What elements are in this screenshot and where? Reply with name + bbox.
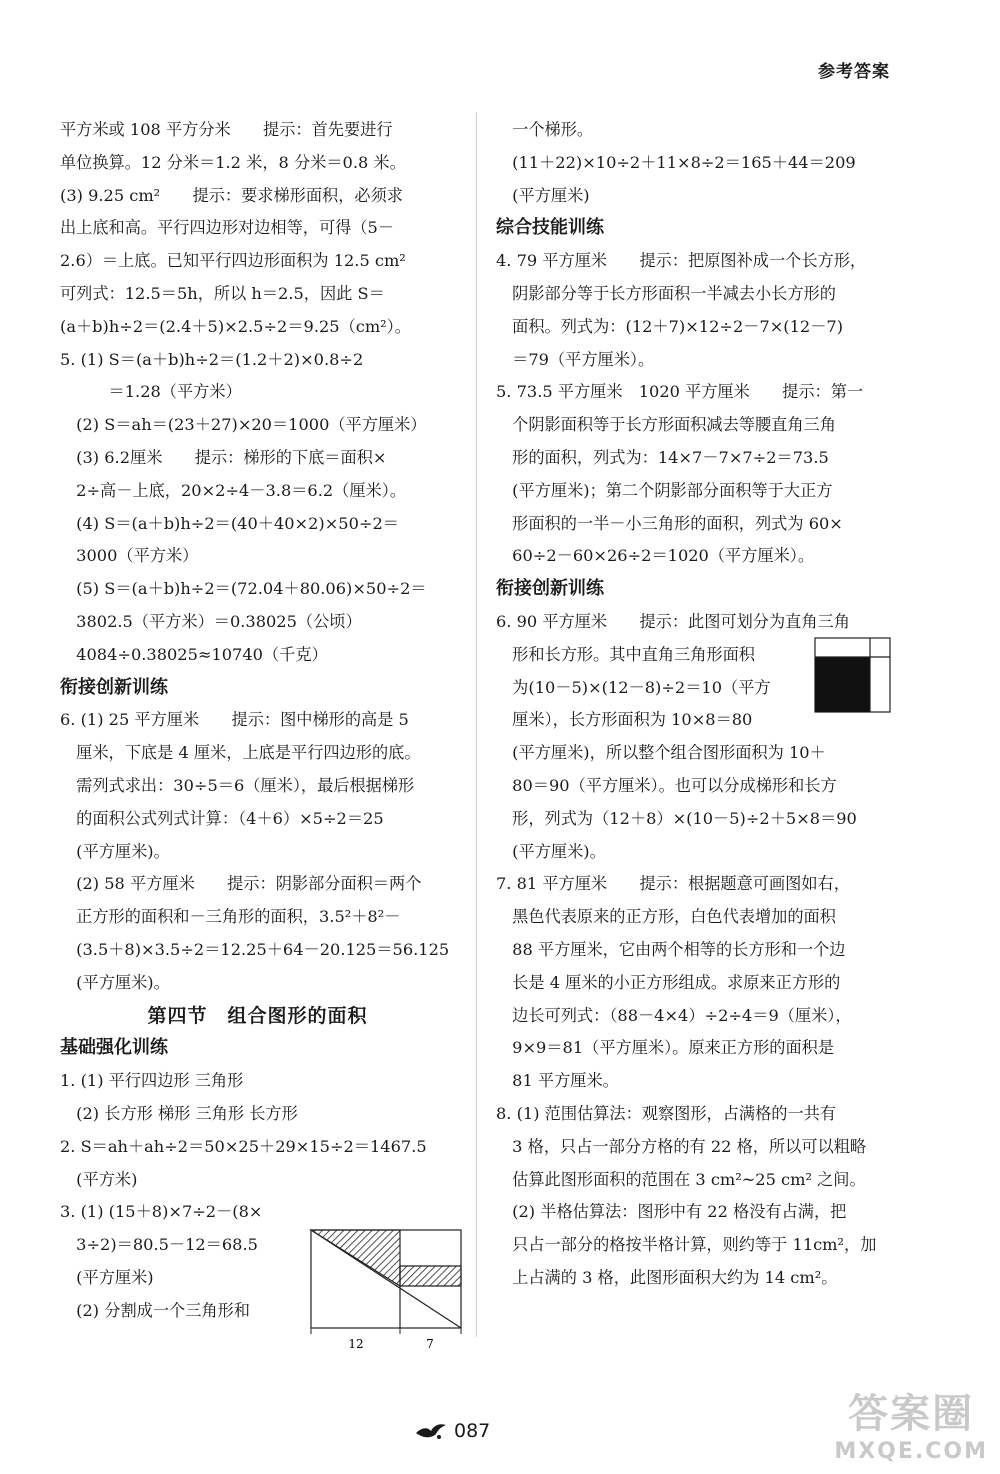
text-line: (3) 6.2厘米 提示：梯形的下底＝面积× [60,447,387,467]
text-line: (平方厘米) [60,1267,154,1287]
dimension-label-7: 7 [426,1337,434,1351]
text-line: 80＝90（平方厘米）。也可以分成梯形和长方 [496,775,837,795]
section-heading: 衔接创新训练 [60,676,168,698]
page-header-title: 参考答案 [818,62,890,82]
left-block-2 [60,704,455,999]
text-line: 6. 90 平方厘米 提示：此图可划分为直角三角 [496,611,850,631]
page-footer [414,1420,490,1442]
page-number: 087 [454,1420,491,1442]
text-line: (平方厘米)；第二个阴影部分面积等于大正方 [496,480,833,500]
bird-logo-icon [414,1421,448,1441]
text-line: 8. (1) 范围估算法：观察图形，占满格的一共有 [496,1103,837,1123]
text-line: 为(10－5)×(12－8)÷2＝10（平方 [496,677,771,697]
section-heading: 衔接创新训练 [496,578,604,600]
text-line: 形和长方形。其中直角三角形面积 [496,644,755,664]
watermark-logo-text: 答案圈 [848,1391,975,1437]
text-line: 单位换算。12 分米＝1.2 米，8 分米＝0.8 米。 [60,152,406,172]
text-line: 5. 73.5 平方厘米 1020 平方厘米 提示：第一 [496,382,864,402]
text-line: 阴影部分等于长方形面积一半减去小长方形的 [496,283,836,303]
text-line: 3. (1) (15＋8)×7÷2－(8× [60,1202,263,1222]
text-line: 一个梯形。 [496,120,594,139]
text-line: 88 平方厘米，它由两个相等的长方形和一个边 [496,939,846,959]
text-line: 9×9＝81（平方厘米）。原来正方形的面积是 [496,1038,835,1058]
right-block-2 [496,245,892,573]
text-line: 3 格，只占一部分方格的有 22 格，所以可以粗略 [496,1136,867,1156]
column-divider [476,112,477,1337]
chapter-title: 第四节 组合图形的面积 [147,1004,368,1027]
text-line: 4084÷0.38025≈10740（千克） [60,644,328,664]
text-line: 可列式：12.5＝5h，所以 h＝2.5，因此 S＝ [60,283,385,303]
text-line: 7. 81 平方厘米 提示：根据题意可画图如右， [496,874,850,894]
text-line: (5) S＝(a＋b)h÷2＝(72.04＋80.06)×50÷2＝ [60,579,427,599]
text-line: 2. S＝ah＋ah÷2＝50×25＋29×15÷2＝1467.5 [60,1136,427,1156]
dimension-label-12: 12 [348,1337,364,1351]
text-line: 平方米或 108 平方分米 提示：首先要进行 [60,120,393,139]
text-line: (2) 半格估算法：图形中有 22 格没有占满，把 [496,1202,847,1222]
text-line: 估算此图形面积的范围在 3 cm²~25 cm² 之间。 [496,1169,866,1189]
text-line: (平方厘米)，所以整个组合图形面积为 10＋ [496,743,826,763]
text-line: 3÷2)＝80.5－12＝68.5 [60,1235,258,1255]
text-line: 上占满的 3 格，此图形面积大约为 14 cm²。 [496,1267,838,1287]
watermark-url: MXQE.COM [834,1439,988,1464]
text-line: (11＋22)×10÷2＋11×8÷2＝165＋44＝209 [496,152,856,172]
watermark [834,1382,988,1464]
text-line: 黑色代表原来的正方形，白色代表增加的面积 [496,907,836,927]
section-heading: 基础强化训练 [60,1037,168,1059]
text-line: (2) S＝ah＝(23＋27)×20＝1000（平方厘米） [60,415,427,435]
text-line: 6. (1) 25 平方厘米 提示：图中梯形的高是 5 [60,710,409,730]
text-line: 面积。列式为：(12＋7)×12÷2－7×(12－7) [496,316,844,336]
text-line: 边长可列式：（88－4×4）÷2÷4＝9（厘米）， [496,1005,852,1025]
text-line: (2) 分割成一个三角形和 [60,1300,250,1320]
text-line: (平方米) [60,1169,138,1189]
text-line: 3000（平方米） [60,546,199,566]
text-line: 5. (1) S＝(a＋b)h÷2＝(1.2＋2)×0.8÷2 [60,349,364,369]
text-line: 长是 4 厘米的小正方形组成。求原来正方形的 [496,972,841,992]
text-line: 4. 79 平方厘米 提示：把原图补成一个长方形， [496,251,867,271]
text-line: 60÷2－60×26÷2＝1020（平方厘米）。 [496,546,815,566]
square-border-figure [814,637,892,715]
text-line: ＝1.28（平方米） [60,382,242,402]
text-line: (平方厘米)。 [496,841,606,861]
text-line: 1. (1) 平行四边形 三角形 [60,1071,244,1091]
text-line: (3.5＋8)×3.5÷2＝12.25＋64－20.125＝56.125 [60,939,450,959]
text-line: 2÷高－上底，20×2÷4－3.8＝6.2（厘米）。 [60,480,407,500]
triangle-trapezoid-figure [302,1222,470,1354]
text-line: (平方厘米)。 [60,841,170,861]
text-line: 只占一部分的格按半格计算，则约等于 11cm²，加 [496,1235,877,1255]
text-line: (3) 9.25 cm² 提示：要求梯形面积，必须求 [60,185,403,205]
text-line: (平方厘米)。 [60,972,170,992]
left-column [60,114,455,1327]
section-heading: 综合技能训练 [496,217,604,239]
black-square [815,657,870,712]
right-block-1 [496,114,892,212]
text-line: 厘米，下底是 4 厘米，上底是平行四边形的底。 [60,743,421,763]
text-line: 形，列式为（12＋8）×(10－5)÷2＋5×8＝90 [496,808,857,828]
text-line: (2) 长方形 梯形 三角形 长方形 [60,1103,298,1123]
text-line: ＝79（平方厘米）。 [496,349,655,369]
text-line: 3802.5（平方米）＝0.38025（公顷） [60,611,362,631]
text-line: 需列式求出：30÷5＝6（厘米），最后根据梯形 [60,775,415,795]
text-line: 的面积公式列式计算：（4＋6）×5÷2＝25 [60,808,384,828]
left-block-1 [60,114,455,672]
text-line: 形面积的一半－小三角形的面积，列式为 60× [496,513,843,533]
text-line: 个阴影面积等于长方形面积减去等腰直角三角 [496,415,836,435]
text-line: 2.6）＝上底。已知平行四边形面积为 12.5 cm² [60,251,406,271]
hatched-trapezoid [400,1266,461,1286]
text-line: (平方厘米) [496,185,590,205]
text-line: 厘米），长方形面积为 10×8＝80 [496,710,753,730]
text-line: (4) S＝(a＋b)h÷2＝(40＋40×2)×50÷2＝ [60,513,399,533]
text-line: (2) 58 平方厘米 提示：阴影部分面积＝两个 [60,874,422,894]
text-line: 81 平方厘米。 [496,1071,619,1091]
text-line: 形的面积，列式为：14×7－7×7÷2＝73.5 [496,447,829,467]
text-line: (a＋b)h÷2＝(2.4＋5)×2.5÷2＝9.25（cm²）。 [60,316,411,336]
text-line: 出上底和高。平行四边形对边相等，可得（5－ [60,218,395,238]
text-line: 正方形的面积和－三角形的面积，3.5²＋8²－ [60,907,401,927]
